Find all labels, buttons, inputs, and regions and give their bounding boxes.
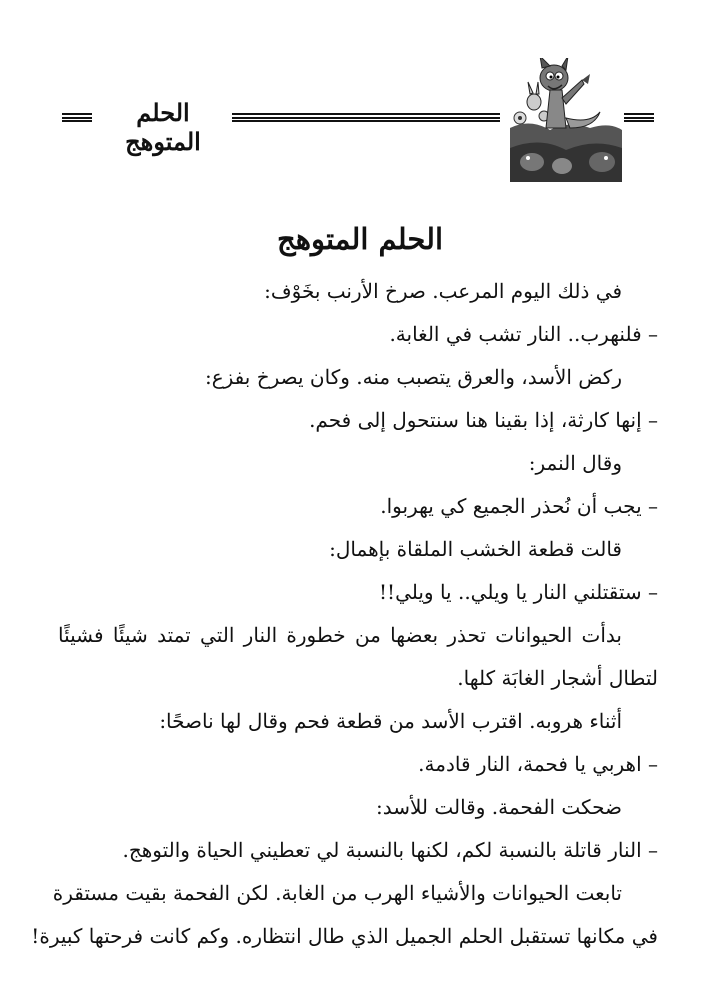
story-title: الحلم المتوهج <box>276 222 443 256</box>
story-line: ضحكت الفحمة. وقالت للأسد: <box>375 795 622 819</box>
story-line: بدأت الحيوانات تحذر بعضها من خطورة النار التي تمتد شيئًا فشيئًا <box>58 623 622 647</box>
header-rule-right <box>624 113 654 122</box>
story-line: – اهربي يا فحمة، النار قادمة. <box>418 752 658 776</box>
page-header <box>0 58 720 188</box>
story-line: – ستقتلني النار يا ويلي.. يا ويلي!! <box>379 580 658 604</box>
story-line: لتطال أشجار الغابَة كلها. <box>457 666 658 690</box>
story-line: – إنها كارثة، إذا بقينا هنا سنتحول إلى فحم. <box>309 408 658 432</box>
header-rule-left <box>62 113 92 122</box>
header-rule-middle <box>232 113 500 122</box>
story-line: – النار قاتلة بالنسبة لكم، لكنها بالنسبة لي تعطيني الحياة والتوهج. <box>122 838 658 862</box>
story-line: وقال النمر: <box>528 451 622 475</box>
story-line: – يجب أن نُحذر الجميع كي يهربوا. <box>380 494 658 518</box>
story-line: ركض الأسد، والعرق يتصبب منه. وكان يصرخ بفزع: <box>204 365 622 389</box>
story-line: في ذلك اليوم المرعب. صرخ الأرنب بخَوْف: <box>264 279 622 303</box>
story-line: تابعت الحيوانات والأشياء الهرب من الغابة. لكن الفحمة بقيت مستقرة <box>52 881 622 905</box>
story-line: – فلنهرب.. النار تشب في الغابة. <box>389 322 658 346</box>
story-line: أثناء هروبه. اقترب الأسد من قطعة فحم وقال لها ناصحًا: <box>159 709 622 733</box>
cartoon-illustration <box>510 58 622 182</box>
story-body <box>31 270 658 958</box>
story-line: في مكانها تستقبل الحلم الجميل الذي طال انتظاره. وكم كانت فرحتها كبيرة! <box>31 924 658 948</box>
running-title: الحلم المتوهج <box>125 98 201 156</box>
story-line: قالت قطعة الخشب الملقاة بإهمال: <box>329 537 622 561</box>
